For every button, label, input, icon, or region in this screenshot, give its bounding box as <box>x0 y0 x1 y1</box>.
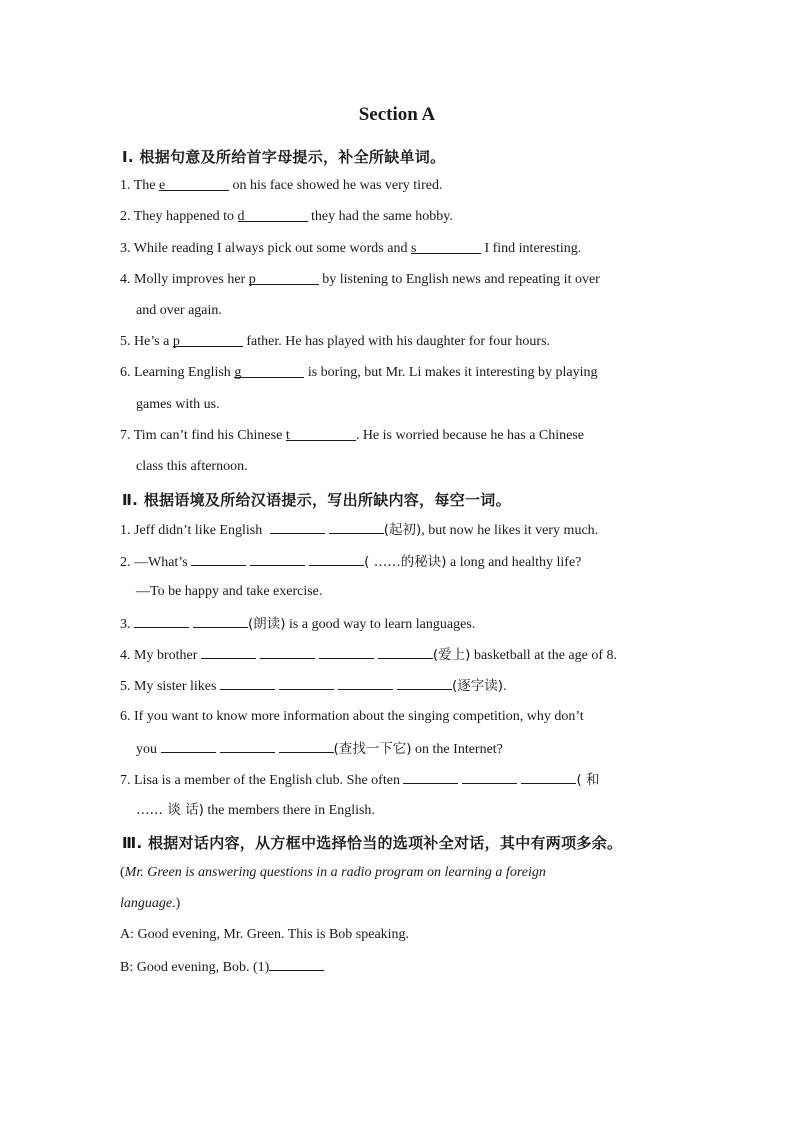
answer-blank[interactable] <box>338 676 393 690</box>
answer-blank[interactable] <box>220 739 275 753</box>
answer-blank[interactable]: d <box>238 208 308 222</box>
part1-item-1: 1. The e on his face showed he was very tired. <box>120 178 443 193</box>
part1-item-3: 3. While reading I always pick out some words and s I find interesting. <box>120 241 582 256</box>
dialogue-line: A: Good evening, Mr. Green. This is Bob speaking. <box>120 927 410 942</box>
answer-blank[interactable]: p <box>173 333 243 347</box>
answer-blank[interactable] <box>193 614 248 628</box>
part2-item-7-cont: …… 谈 话) the members there in English. <box>136 802 375 818</box>
answer-blank[interactable]: g <box>234 364 304 378</box>
answer-blank[interactable] <box>270 520 325 534</box>
answer-blank[interactable] <box>319 645 374 659</box>
answer-blank[interactable] <box>201 645 256 659</box>
part1-item-6: 6. Learning English g is boring, but Mr. Li makes it interesting by playing <box>120 365 598 380</box>
part2-item-6: 6. If you want to know more information about the singing competition, why don’t <box>120 709 584 724</box>
part2-item-4: 4. My brother (爱上) basketball at the age of 8. <box>120 647 617 663</box>
answer-blank[interactable] <box>403 770 458 784</box>
part2-item-7: 7. Lisa is a member of the English club. She often ( 和 <box>120 772 600 788</box>
answer-blank[interactable] <box>220 676 275 690</box>
dialogue-line: B: Good evening, Bob. (1) <box>120 957 324 977</box>
answer-blank[interactable] <box>134 614 189 628</box>
part1-item-2: 2. They happened to d they had the same hobby. <box>120 209 453 224</box>
answer-blank[interactable] <box>378 645 433 659</box>
part1-heading: Ⅰ. 根据句意及所给首字母提示，补全所缺单词。 <box>122 148 446 166</box>
part3-intro-line2: language.) <box>120 896 181 911</box>
answer-blank[interactable] <box>279 676 334 690</box>
part1-item-5: 5. He’s a p father. He has played with his daughter for four hours. <box>120 334 551 349</box>
part3-heading: Ⅲ. 根据对话内容，从方框中选择恰当的选项补全对话，其中有两项多余。 <box>122 834 623 852</box>
part3-intro-line1: (Mr. Green is answering questions in a radio program on learning a foreign <box>120 865 546 880</box>
answer-blank[interactable] <box>269 957 324 971</box>
part1-item-7: 7. Tim can’t find his Chinese t . He is worried because he has a Chinese <box>120 428 585 443</box>
answer-blank[interactable]: e <box>159 177 229 191</box>
part2-item-3: 3. (朗读) is a good way to learn languages. <box>120 616 476 632</box>
answer-blank[interactable] <box>462 770 517 784</box>
part2-item-1: 1. Jeff didn’t like English (起初), but now he likes it very much. <box>120 522 599 538</box>
answer-blank[interactable] <box>521 770 576 784</box>
part1-item-4: 4. Molly improves her p by listening to English news and repeating it over <box>120 272 600 287</box>
part1-item-6-cont: games with us. <box>136 397 220 412</box>
answer-blank[interactable] <box>260 645 315 659</box>
part2-item-6-cont: you (查找一下它) on the Internet? <box>136 741 503 757</box>
answer-blank[interactable] <box>191 552 246 566</box>
page-title: Section A <box>358 104 436 125</box>
part2-item-2: 2. —What’s ( ……的秘诀) a long and healthy life? <box>120 554 582 570</box>
part1-item-7-cont: class this afternoon. <box>136 459 248 474</box>
part2-item-2-cont: —To be happy and take exercise. <box>136 584 323 599</box>
answer-blank[interactable] <box>397 676 452 690</box>
answer-blank[interactable] <box>161 739 216 753</box>
answer-blank[interactable] <box>329 520 384 534</box>
answer-blank[interactable]: t <box>286 427 356 441</box>
answer-blank[interactable] <box>279 739 334 753</box>
part2-item-5: 5. My sister likes (逐字读). <box>120 678 507 694</box>
answer-blank[interactable]: s <box>411 240 481 254</box>
part2-heading: Ⅱ. 根据语境及所给汉语提示，写出所缺内容，每空一词。 <box>122 491 511 509</box>
part1-item-4-cont: and over again. <box>136 303 222 318</box>
answer-blank[interactable]: p <box>249 271 319 285</box>
answer-blank[interactable] <box>250 552 305 566</box>
answer-blank[interactable] <box>309 552 364 566</box>
